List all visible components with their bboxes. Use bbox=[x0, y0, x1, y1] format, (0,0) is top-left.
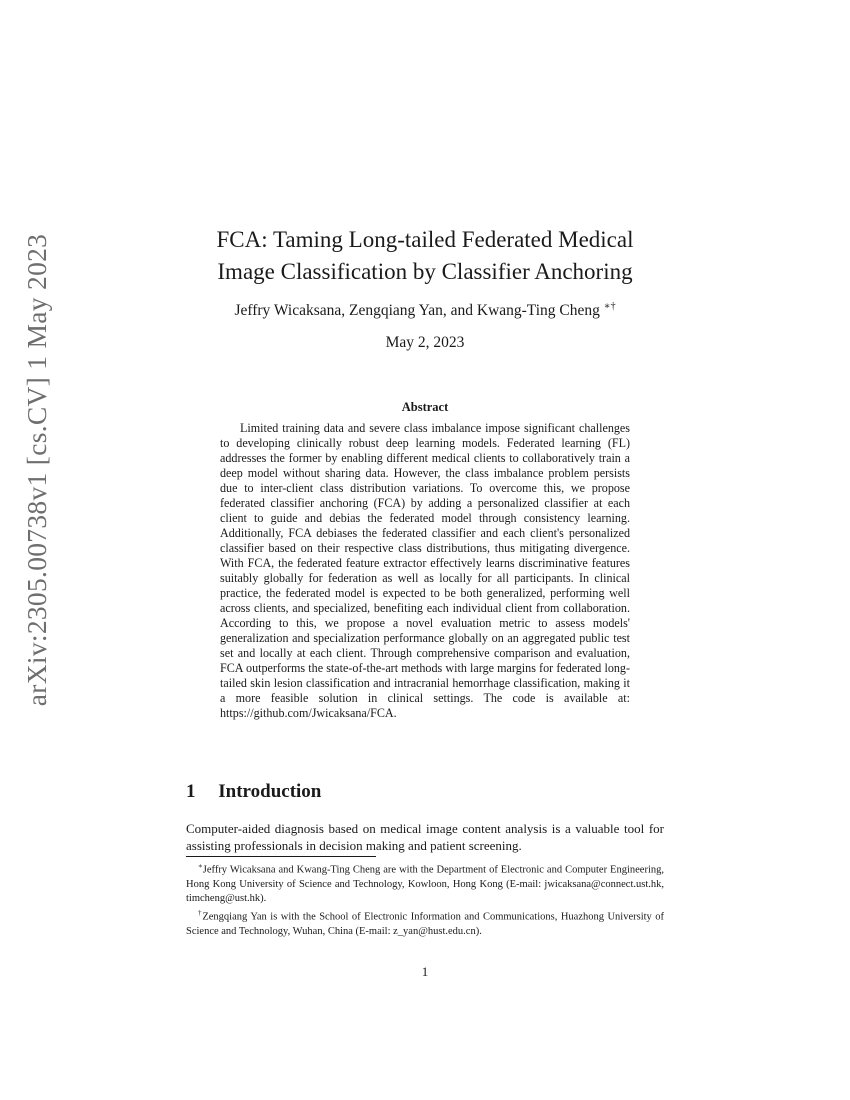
author-footnote-marks: ∗† bbox=[603, 301, 616, 312]
abstract-body: Limited training data and severe class imbalance impose significant challenges to developing clinically robust deep learning models. Federated learning (FL) addresses the former by enabling different medical clients to collaboratively train a deep model without sharing data. However, the class imbalance problem persists due to inter-client class distribution variations. To overcome this, we propose federated classifier anchoring (FCA) by adding a personalized classifier at each client to guide and debias the federated model through consistency learning. Additionally, FCA debiases the federated classifier and each client's personalized classifier based on their respective class distributions, thus mitigating divergence. With FCA, the federated feature extractor effectively learns discriminative features suitably globally for federation as well as locally for all participants. In clinical practice, the federated model is expected to be both generalized, performing well across clients, and specialized, benefiting each individual client from collaboration. According to this, we propose a novel evaluation metric to assess models' generalization and specialization performance globally on an aggregated public test set and locally at each client. Through comprehensive comparison and evaluation, FCA outperforms the state-of-the-art methods with large margins for federated long-tailed skin lesion classification and intracranial hemorrhage classification, making it a more feasible solution in clinical settings. The code is available at: https://github.com/Jwicaksana/FCA. bbox=[220, 421, 630, 720]
section-heading-introduction bbox=[186, 781, 321, 803]
page-number: 1 bbox=[421, 964, 429, 979]
footnote-2 bbox=[186, 906, 664, 939]
footnote-1 bbox=[186, 859, 664, 906]
publication-date: May 2, 2023 bbox=[385, 334, 465, 351]
section-number: 1 bbox=[186, 781, 196, 802]
footnote-2-mark: † bbox=[198, 909, 203, 918]
footnote-1-text: Jeffry Wicaksana and Kwang-Ting Cheng are with the Department of Electronic and Computer Engineering, Hong Kong University of Science and Technology, Kowloon, Hong Kong (E-mail: jwicaksana@connect.ust.hk, timcheng@ust.hk). bbox=[186, 864, 664, 904]
author-names: Jeffry Wicaksana, Zengqiang Yan, and Kwang-Ting Cheng bbox=[234, 302, 600, 320]
section-title: Introduction bbox=[218, 781, 322, 802]
paper-title-line-1: FCA: Taming Long-tailed Federated Medical bbox=[216, 227, 634, 252]
footnote-2-text: Zengqiang Yan is with the School of Electronic Information and Communications, Huazhong University of Science and Technology, Wuhan, China (E-mail: z_yan@hust.edu.cn). bbox=[186, 911, 665, 937]
footnote-divider bbox=[186, 856, 376, 857]
paper-title bbox=[160, 224, 690, 288]
footnotes bbox=[186, 856, 664, 939]
author-list bbox=[160, 301, 690, 320]
arxiv-identifier: arXiv:2305.00738v1 [cs.CV] 1 May 2023 bbox=[21, 233, 52, 707]
paper-title-line-2: Image Classification by Classifier Anchoring bbox=[217, 259, 633, 284]
footnote-1-mark: ∗ bbox=[198, 862, 203, 870]
abstract-heading: Abstract bbox=[401, 400, 449, 414]
introduction-paragraph: Computer-aided diagnosis based on medical image content analysis is a valuable tool for assisting professionals in decision making and patient screening. bbox=[186, 821, 664, 853]
